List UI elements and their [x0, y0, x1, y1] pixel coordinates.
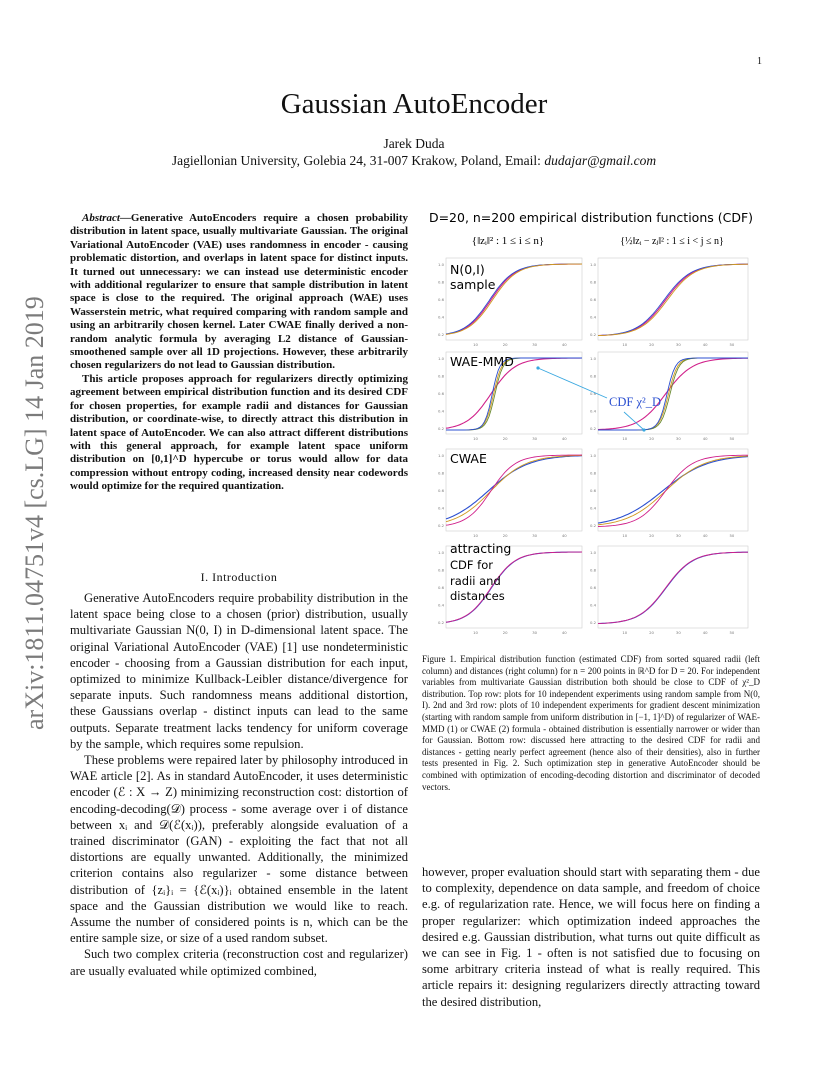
figure-1-plots: [422, 206, 760, 646]
y-tick-label: 1.0: [589, 356, 596, 361]
row-label-wae-mmd: WAE-MMD: [450, 354, 514, 369]
y-tick-label: 1.0: [437, 262, 444, 267]
row-label-attracting: attracting: [450, 541, 512, 556]
x-tick-label: 20: [502, 436, 508, 441]
y-tick-label: 0.8: [437, 373, 444, 379]
x-tick-label: 30: [532, 342, 538, 347]
y-tick-label: 1.0: [437, 453, 444, 458]
x-tick-label: 30: [675, 436, 681, 441]
abstract-p1: —Generative AutoEncoders require a chosen probability distribution in latent space, usually multivariate Gaussian. The original Variational AutoEncoder (VAE) uses randomness in encoder - causing problematic distortion, and overlaps in latent space for distinct inputs. It turned out unnecessary: we can instead use deterministic encoder with additional regularizer to ensure that sample distribution in latent space is close to the required. The original approach (WAE) uses Wasserstein metric, what required comparing with random sample and using an arbitrarily chosen kernel. Later CWAE finally derived a non-random analytic formula by averaging L2 distance of Gaussian-smoothened sample over all 1D projections. However, these arbitrarily chosen regularizers do not lead to Gaussian distribution.: [70, 212, 408, 372]
y-tick-label: 0.2: [589, 620, 596, 625]
y-tick-label: 0.6: [437, 297, 444, 302]
x-tick-label: 20: [649, 533, 654, 538]
x-tick-label: 40: [702, 436, 708, 441]
left-formula: {‖zᵢ‖² : 1 ≤ i ≤ n}: [471, 235, 545, 247]
x-tick-label: 30: [675, 630, 681, 635]
x-tick-label: 30: [675, 342, 681, 347]
y-tick-label: 0.8: [437, 470, 444, 476]
x-tick-label: 30: [675, 533, 681, 538]
affiliation: [0, 153, 828, 169]
x-tick-label: 10: [473, 342, 478, 347]
plot-frame: [598, 258, 748, 340]
y-tick-label: 0.8: [589, 567, 596, 573]
x-tick-label: 50: [729, 533, 735, 538]
y-tick-label: 0.6: [589, 297, 596, 302]
abstract-lead: Abstract: [82, 212, 120, 224]
y-tick-label: 0.6: [437, 585, 444, 590]
x-tick-label: 10: [473, 630, 478, 635]
right-formula: {½‖zᵢ − zⱼ‖² : 1 ≤ i < j ≤ n}: [620, 236, 724, 247]
y-tick-label: 1.0: [589, 550, 596, 555]
chi-square-annotation: CDF χ²_D: [609, 395, 662, 409]
affiliation-text: Jagiellonian University, Golebia 24, 31-007 Krakow, Poland, Email:: [171, 153, 545, 168]
intro-paragraph-3: Such two complex criteria (reconstruction cost and regularizer) are usually evaluated while optimized combined,: [70, 947, 408, 978]
figure-header: D=20, n=200 empirical distribution functions (CDF): [428, 210, 754, 225]
section-heading: I. Introduction: [200, 570, 278, 584]
y-tick-label: 0.4: [589, 505, 596, 511]
plot-frame: [598, 352, 748, 434]
row-label-distances: distances: [450, 589, 505, 603]
x-tick-label: 30: [532, 436, 538, 441]
y-tick-label: 0.4: [589, 314, 596, 320]
x-tick-label: 10: [622, 630, 628, 635]
author-name: Jarek Duda: [383, 136, 445, 151]
x-tick-label: 20: [502, 342, 508, 347]
y-tick-label: 0.6: [437, 391, 444, 396]
y-tick-label: 0.6: [589, 585, 596, 590]
x-tick-label: 30: [532, 533, 538, 538]
y-tick-label: 0.4: [437, 602, 444, 608]
plot-frame: [598, 449, 748, 531]
y-tick-label: 1.0: [437, 356, 444, 361]
y-tick-label: 0.2: [437, 332, 444, 337]
arrow-head-left: [536, 366, 539, 369]
y-tick-label: 0.2: [437, 620, 444, 625]
intro-paragraph-1: Generative AutoEncoders require probability distribution in the latent space being close to a chosen (prior) distribution, usually multivariate Gaussian N(0, I) in D-dimensional latent space. The original Variational AutoEncoder (VAE) [1] use nondeterministic encoder - choosing from a Gaussian distribution for each input, optimized to minimize Kullback-Leibler distance/divergence for separate inputs. Such randomness means additional distortion, these Gaussians overlap - distinct inputs can lead to the same outputs. Separate treatment lacks tendency for uniform coverage by the sample, which requires some repulsion.: [70, 591, 408, 751]
y-tick-label: 0.2: [589, 426, 596, 431]
y-tick-label: 0.2: [589, 523, 596, 528]
x-tick-label: 40: [561, 436, 567, 441]
y-tick-label: 0.8: [589, 279, 596, 285]
x-tick-label: 10: [622, 436, 628, 441]
page-number: 1: [757, 56, 762, 67]
y-tick-label: 0.6: [589, 488, 596, 493]
x-tick-label: 20: [502, 533, 508, 538]
row-label-cdf-for: CDF for: [450, 558, 493, 572]
y-tick-label: 0.2: [437, 523, 444, 528]
y-tick-label: 0.8: [589, 470, 596, 476]
figure-caption: Figure 1. Empirical distribution function (estimated CDF) from sorted squared radii (left column) and distances (right column) for n = 200 points in ℝ^D for D = 20. For independent variables from multivariate Gaussian distribution both should be close to CDF of χ²_D distribution. Top row: plots for 10 independent experiments using random sample from N(0, I). 2nd and 3rd row: plots of 10 independent experiments for gradient descent minimization (starting with random sample from uniform distribution in [−1, 1]^D) of regularizer of WAE-MMD (1) or CWAE (2) formula - obtained distribution is essentially narrower or wider than for Gaussian. Bottom row: discussed here attracting to the desired CDF for radii and distances - getting nearly perfect agreement (hence also of their densities), also in further tests presented in Fig. 2. Such optimization step in generative AutoEncoder should be combined with optimization of encoding-decoding distortion and discriminator of decoded vectors.: [422, 654, 760, 792]
x-tick-label: 20: [649, 630, 654, 635]
abstract-p2: This article proposes approach for regularizers directly optimizing agreement between empirical distribution function and its desired CDF for chosen properties, for example radii and distances for Gaussian distribution, or coordinate-wise, to directly attract this distribution in latent space of AutoEncoder. We can also attract different distributions with this general approach, for example latent space uniform distribution on [0,1]^D hypercube or torus would allow for data compression without entropy coding, increased density near codewords would optimize for the required quantization.: [70, 372, 408, 493]
email-link[interactable]: dudajar@gmail.com: [544, 153, 657, 168]
y-tick-label: 0.4: [437, 408, 444, 414]
x-tick-label: 40: [561, 630, 567, 635]
y-tick-label: 0.6: [437, 488, 444, 493]
y-tick-label: 1.0: [589, 453, 596, 458]
row-label-cwae: CWAE: [450, 451, 487, 466]
x-tick-label: 20: [649, 342, 654, 347]
x-tick-label: 40: [702, 630, 708, 635]
abstract: [70, 212, 408, 494]
x-tick-label: 30: [532, 630, 538, 635]
x-tick-label: 40: [702, 533, 708, 538]
x-tick-label: 40: [561, 533, 567, 538]
x-tick-label: 10: [473, 436, 478, 441]
x-tick-label: 40: [702, 342, 708, 347]
x-tick-label: 10: [473, 533, 478, 538]
intro-paragraph-2: These problems were repaired later by philosophy introduced in WAE article [2]. As in standard AutoEncoder, it uses deterministic encoder (ℰ : X → Z) minimizing reconstruction cost: distortion of encoding-decoding(𝒟) process - some average over i of distance between xᵢ and 𝒟(ℰ(xᵢ)), preferably alongside evaluation of a trained discriminator (GAN) - exploiting the fact that not all distortions are equally unwanted. Additionally, the minimized criterion contains also regularizer - some distance between distribution of {zᵢ}ᵢ = {ℰ(xᵢ)}ᵢ obtained ensemble in the latent space and the Gaussian distribution we would like to reach. Assume the number of considered points is n, which can be the entire sample size, or size of a used random subset.: [70, 753, 408, 946]
body-right-column: [422, 864, 760, 1010]
y-tick-label: 0.6: [589, 391, 596, 396]
right-paragraph-1: however, proper evaluation should start with separating them - due to complexity, dependence on data sample, and freedom of choice e.g. of regularization rate. Hence, we will focus here on finding a proper regularizer: which optimization indeed approaches the desired e.g. Gaussian distribution, what turns out quite difficult as we can see in Fig. 1 - often is not satisfied due to focusing on some arbitrary criteria instead of what is really required. This article repairs it: designing regularizers directly attracting toward the desired distribution,: [422, 865, 760, 1009]
y-tick-label: 0.4: [589, 602, 596, 608]
x-tick-label: 40: [561, 342, 567, 347]
row-label-radii: radii and: [450, 574, 501, 588]
plot-frame: [598, 546, 748, 628]
arxiv-watermark: arXiv:1811.04751v4 [cs.LG] 14 Jan 2019: [20, 296, 49, 730]
y-tick-label: 0.8: [589, 373, 596, 379]
y-tick-label: 0.4: [437, 314, 444, 320]
x-tick-label: 50: [729, 630, 735, 635]
x-tick-label: 20: [649, 436, 654, 441]
paper-title: Gaussian AutoEncoder: [280, 88, 548, 120]
body-left-column: [70, 590, 408, 979]
y-tick-label: 0.2: [437, 426, 444, 431]
x-tick-label: 50: [729, 436, 735, 441]
row-label-sample: sample: [450, 277, 496, 292]
y-tick-label: 0.8: [437, 279, 444, 285]
y-tick-label: 1.0: [437, 550, 444, 555]
row-label-gaussian: N(0,I): [450, 262, 485, 277]
y-tick-label: 0.4: [437, 505, 444, 511]
y-tick-label: 1.0: [589, 262, 596, 267]
y-tick-label: 0.4: [589, 408, 596, 414]
x-tick-label: 10: [622, 533, 628, 538]
figure-1: [422, 206, 760, 646]
y-tick-label: 0.2: [589, 332, 596, 337]
arrow-head-right: [642, 428, 645, 431]
y-tick-label: 0.8: [437, 567, 444, 573]
x-tick-label: 50: [729, 342, 735, 347]
x-tick-label: 20: [502, 630, 508, 635]
x-tick-label: 10: [622, 342, 628, 347]
